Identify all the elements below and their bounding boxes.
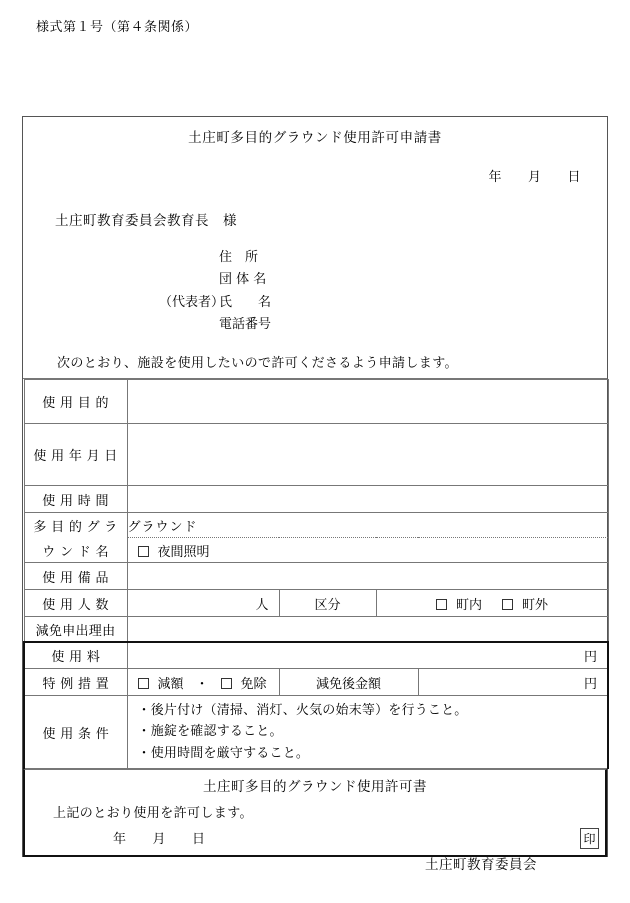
applicant-group-label: 団 体 名 — [219, 272, 267, 288]
ground-name-label-line2: ウ ン ド 名 — [24, 538, 127, 563]
people-count-value[interactable]: 人 — [127, 590, 279, 617]
division-label: 区分 — [279, 590, 376, 617]
applicant-phone-row — [23, 314, 607, 336]
applicant-rep-prefix: （代表者） — [159, 294, 225, 310]
condition-item-2: ・施錠を確認すること。 — [137, 724, 283, 740]
form-number: 様式第１号（第４条関係） — [36, 20, 199, 35]
after-amount-value[interactable]: 円 — [418, 669, 608, 696]
seal-stamp-box: 印 — [580, 828, 599, 849]
conditions-list — [127, 696, 608, 768]
application-statement: 次のとおり、施設を使用したいので許可くださるよう申請します。 — [57, 356, 458, 372]
addressee-honorific: 様 — [223, 213, 237, 229]
applicant-name-row — [23, 292, 607, 314]
permit-section — [23, 769, 607, 873]
fee-label: 使 用 料 — [24, 642, 127, 669]
conditions-label: 使 用 条 件 — [24, 696, 127, 768]
night-light-label: 夜間照明 — [157, 544, 210, 560]
table-row-people-count — [24, 590, 608, 617]
table-row-ground-name-top — [24, 513, 608, 538]
date-year-label: 年 — [488, 170, 502, 185]
reduction-reason-value[interactable] — [127, 617, 608, 642]
purpose-value[interactable] — [127, 380, 608, 424]
applicant-group-row — [23, 269, 607, 291]
permit-title: 土庄町多目的グラウンド使用許可書 — [203, 778, 427, 795]
condition-item-1: ・後片付け（清掃、消灯、火気の始末等）を行うこと。 — [137, 703, 468, 719]
table-row-purpose — [24, 380, 608, 424]
applicant-address-label: 住 所 — [219, 250, 259, 265]
ground-name-value[interactable]: グラウンド — [127, 513, 608, 538]
document-title: 土庄町多目的グラウンド使用許可申請書 — [188, 130, 442, 146]
checkbox-icon-night-light[interactable] — [138, 546, 149, 557]
division-in-town-label: 町内 — [455, 597, 482, 613]
addressee-line — [23, 185, 607, 229]
table-row-conditions — [24, 696, 608, 768]
checkbox-icon-out-town[interactable] — [502, 599, 513, 610]
table-row-special-measure — [24, 669, 608, 696]
permit-issuer: 土庄町教育委員会 — [425, 856, 537, 873]
checkbox-icon-discount[interactable] — [138, 678, 149, 689]
application-details-table — [23, 379, 609, 768]
use-date-value[interactable] — [127, 424, 608, 486]
people-count-label: 使 用 人 数 — [24, 590, 127, 617]
use-date-label: 使 用 年 月 日 — [24, 424, 127, 486]
condition-item-3: ・使用時間を厳守すること。 — [137, 745, 310, 761]
after-amount-label: 減免後金額 — [279, 669, 418, 696]
date-month-label: 月 — [527, 170, 542, 185]
applicant-name-label: 氏 名 — [219, 294, 272, 310]
letterhead-section — [23, 117, 607, 379]
fee-value[interactable]: 円 — [127, 642, 608, 669]
ground-name-label-line1: 多 目 的 グ ラ — [24, 513, 127, 538]
division-options[interactable] — [376, 590, 608, 617]
checkbox-icon-exempt[interactable] — [221, 678, 232, 689]
table-row-equipment — [24, 563, 608, 590]
table-row-ground-name-bottom — [24, 538, 608, 563]
application-form-frame — [22, 116, 608, 873]
applicant-info-block — [23, 229, 607, 336]
reduction-reason-label: 減免申出理由 — [24, 617, 127, 642]
date-day-label: 日 — [567, 170, 581, 185]
equipment-label: 使 用 備 品 — [24, 563, 127, 590]
table-row-fee — [24, 642, 608, 669]
table-row-use-time — [24, 486, 608, 513]
division-out-town-label: 町外 — [522, 597, 549, 613]
night-light-option[interactable] — [127, 538, 608, 563]
use-time-label: 使 用 時 間 — [24, 486, 127, 513]
use-time-value[interactable] — [127, 486, 608, 513]
permit-date-line — [25, 821, 605, 847]
permit-year-label: 年 — [113, 831, 127, 847]
permit-month-label: 月 — [152, 831, 167, 847]
exempt-label: 免除 — [240, 676, 267, 692]
discount-label: 減額 — [157, 676, 184, 692]
applicant-phone-label: 電話番号 — [219, 317, 272, 333]
table-row-use-date — [24, 424, 608, 486]
equipment-value[interactable] — [127, 563, 608, 590]
permit-statement: 上記のとおり使用を許可します。 — [53, 805, 253, 821]
option-separator: ・ — [195, 676, 209, 692]
purpose-label: 使 用 目 的 — [24, 380, 127, 424]
addressee-name: 土庄町教育委員会教育長 — [55, 213, 209, 229]
applicant-address-row — [23, 247, 607, 269]
table-row-reduction-reason — [24, 617, 608, 642]
special-measure-options[interactable] — [127, 669, 279, 696]
special-measure-label: 特 例 措 置 — [24, 669, 127, 696]
application-date-line — [23, 146, 607, 185]
checkbox-icon-in-town[interactable] — [436, 599, 447, 610]
permit-day-label: 日 — [192, 831, 206, 847]
